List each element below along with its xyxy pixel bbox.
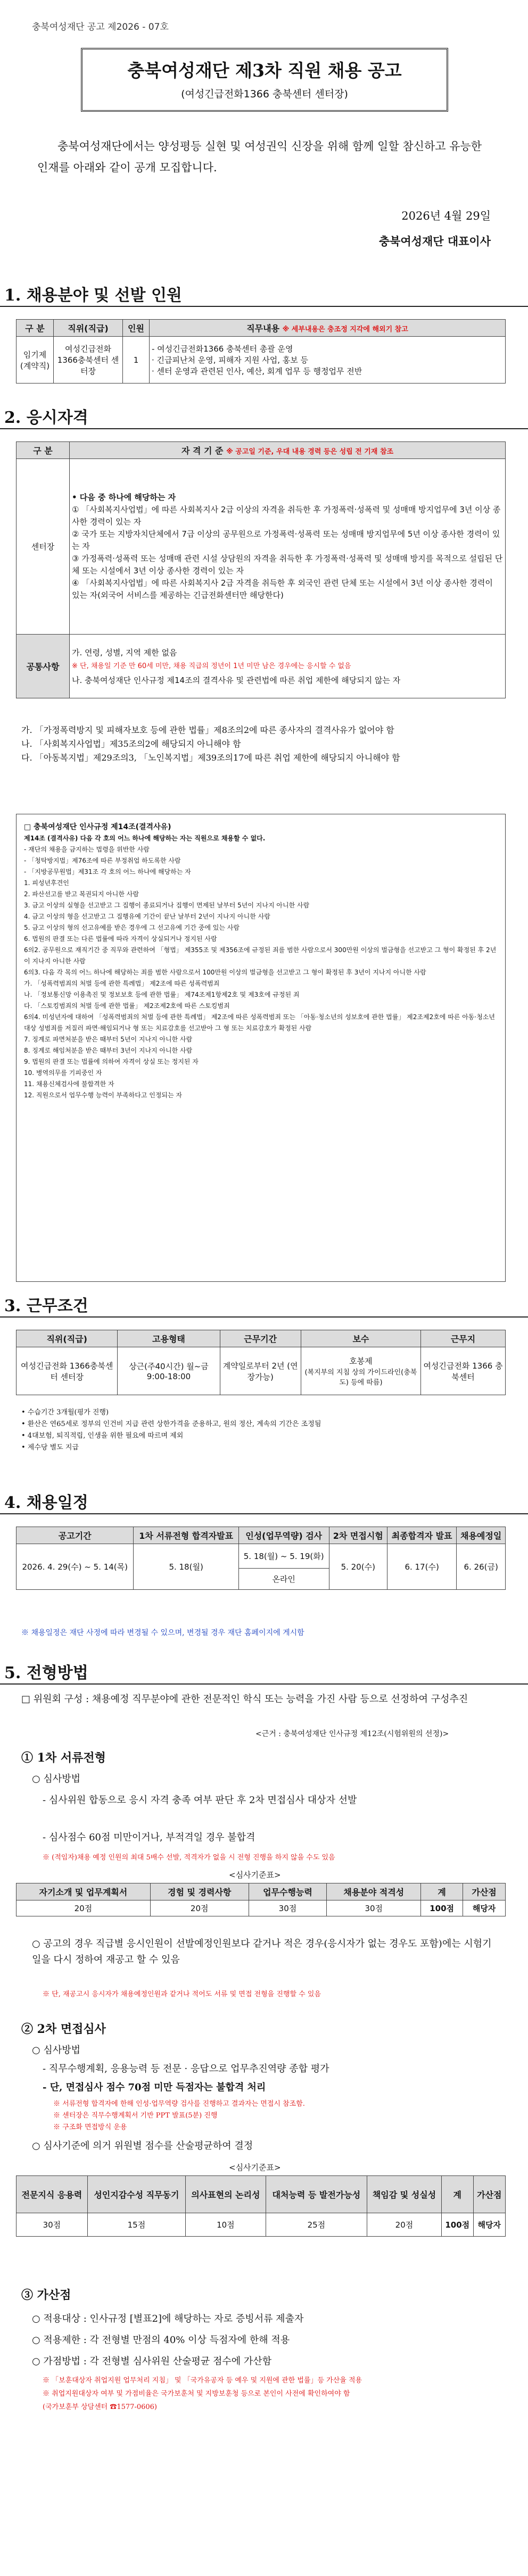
table-cell: 30점 — [249, 1900, 327, 1916]
criteria-table-1 — [16, 1883, 506, 1916]
note-item: • 수습기간 3개월(평가 진행) — [21, 1408, 109, 1416]
table-cell: 5. 18(월) — [134, 1544, 238, 1590]
method-note: ※ (적임자)채용 예정 인원의 최대 5배수 선발, 적격자가 없을 시 전형 진행을 하지 않을 수도 있음 — [43, 1854, 335, 1862]
divider — [0, 306, 528, 307]
table-cell: 100점 — [441, 2213, 473, 2237]
rule-title: □ 충북여성재단 인사규정 제14조(결격사유) — [24, 823, 171, 831]
table-caption: <심사기준표> — [229, 1870, 281, 1880]
col-header: 의사표현의 논리성 — [186, 2176, 266, 2213]
table-cell: 2026. 4. 29(수) ~ 5. 14(목) — [16, 1544, 134, 1590]
method-note: ※ 센터장은 직무수행계획서 기반 PPT 발표(5분) 진행 — [53, 2112, 218, 2120]
disqualification-notes — [21, 723, 500, 765]
positions-table — [16, 319, 506, 384]
col-header: 채용분야 적격성 — [327, 1883, 421, 1900]
col-header: 업무수행능력 — [249, 1883, 327, 1900]
col-header: 보수 — [301, 1330, 420, 1347]
col-header: 계 — [421, 1883, 463, 1900]
table-cell: 여성긴급전화 1366충북센터 센터장 — [54, 337, 123, 384]
method-note: ※ 서류전형 합격자에 한해 인성·업무역량 검사를 진행하고 결과자는 면접시 참조함. — [53, 2100, 305, 2108]
note-item: 가. 「가정폭력방지 및 피해자보호 등에 관한 법률」제8조의2에 따른 종사자의 결격사유가 없어야 함 — [21, 725, 394, 735]
eligibility-table — [16, 441, 506, 698]
method-line: - 심사위원 합동으로 응시 자격 충족 여부 판단 후 2차 면접심사 대상자 선발 — [43, 1795, 357, 1806]
criteria-item: ② 국가 또는 지방자치단체에서 7급 이상의 공무원으로 가정폭력·성폭력 또는 성매매 방지업무에 5년 이상 종사한 경력이 있는 자 — [72, 529, 500, 551]
rule-item: 가. 「성폭력범죄의 처벌 등에 관한 특례법」 제2조에 따른 성폭력범죄 — [24, 980, 220, 987]
note-item: • 4대보험, 퇴직적립, 인생을 위한 필요에 따르며 제외 — [21, 1432, 184, 1440]
method-line: - 단, 면접심사 점수 70점 미만 득점자는 불합격 처리 — [43, 2082, 266, 2093]
section-3-heading: 3. 근무조건 — [4, 1297, 88, 1315]
rule-item: 1. 피성년후견인 — [24, 879, 69, 887]
col-header: 책임감 및 성실성 — [367, 2176, 442, 2213]
col-header: 구 분 — [16, 320, 54, 337]
table-cell: 1 — [123, 337, 150, 384]
duty-line: · 긴급피난처 운영, 피해자 지원 사업, 홍보 등 — [152, 355, 309, 365]
col-header: 전문지식 응용력 — [16, 2176, 88, 2213]
rule-item: 7. 징계로 파면처분을 받은 때부터 5년이 지나지 아니한 사람 — [24, 1036, 193, 1043]
header-note: ※ 세부내용은 충조정 지각에 해외기 참고 — [282, 326, 408, 334]
table-cell: 30점 — [327, 1900, 421, 1916]
table-cell: 6. 26(금) — [457, 1544, 506, 1590]
col-header: 성인지감수성 직무동기 — [87, 2176, 185, 2213]
rule-list — [24, 844, 498, 1101]
rule-item: 2. 파산선고를 받고 복권되지 아니한 사람 — [24, 890, 139, 898]
method-line: - 심사점수 60점 미만이거나, 부적격일 경우 불합격 — [43, 1832, 255, 1843]
rule-item: 6의3. 다음 각 목의 어느 하나에 해당하는 죄를 범한 사람으로서 100만원 이상의 벌금형을 선고받고 그 형이 확정된 후 3년이 지나지 아니한 사람 — [24, 969, 426, 976]
table-cell: 6. 17(수) — [387, 1544, 456, 1590]
col-header: 대처능력 등 발전가능성 — [266, 2176, 367, 2213]
section-4-heading: 4. 채용일정 — [4, 1494, 88, 1512]
divider — [0, 1513, 528, 1514]
col-header: 인성(업무역량) 검사 — [238, 1527, 329, 1544]
table-cell: 임기제 (계약직) — [16, 337, 54, 384]
note-item: • 환산은 연65세로 정부의 인건비 지급 관련 상한가격을 준용하고, 원의 정산, 계속의 기간은 조정됨 — [21, 1420, 321, 1428]
rule-item: 3. 금고 이상의 실형을 선고받고 그 집행이 종료되거나 집행이 면제된 날부터 5년이 지나지 아니한 사람 — [24, 902, 310, 909]
pay-note: (복지부의 지침 상의 가이드라인(충북도) 등에 따름) — [304, 1369, 417, 1387]
duties-cell — [150, 337, 506, 384]
bonus-item: ○ 적용대상 : 인사규정 [별표2]에 해당하는 자로 증빙서류 제출자 — [32, 2313, 304, 2324]
bonus-item: ○ 적용제한 : 각 전형별 만점의 40% 이상 득점자에 한해 적용 — [32, 2335, 290, 2346]
notice-date: 2026년 4월 29일 — [401, 210, 491, 222]
notice-number: 충북여성재단 공고 제2026 - 07호 — [32, 22, 169, 32]
table-cell: 20점 — [16, 1900, 151, 1916]
table-cell: 여성긴급전화 1366충북센터 센터장 — [16, 1347, 118, 1395]
col-header: 계 — [441, 2176, 473, 2213]
criteria-item: ③ 가정폭력·성폭력 또는 성매매 관련 시설 상담원의 자격을 취득한 후 가정폭력·성폭력 및 성매매 방지를 목적으로 설립된 단체 또는 시설에서 3년 이상 종사한 경력이 있는 자 — [72, 554, 503, 576]
table-cell: 계약일로부터 2년 (연장가능) — [220, 1347, 301, 1395]
col-header: 공고기간 — [16, 1527, 134, 1544]
rule-item: 6의4. 미성년자에 대하여 「성폭력범죄의 처벌 등에 관한 특례법」 제2조에 따른 성폭력범죄 또는 「아동·청소년의 성보호에 관한 법률」 제2조제2호에 따른 아동·청소년대상 성범죄를 저질러 파면·해임되거나 형 또는 치료감호를 선고받아 그 형 또는 치료감호가 확정된 사람 — [24, 1013, 495, 1032]
table-cell: 25점 — [266, 2213, 367, 2237]
rule-lead: 제14조 (결격사유) 다음 각 호의 어느 하나에 해당하는 자는 직원으로 채용할 수 없다. — [24, 835, 266, 842]
divider — [0, 428, 528, 429]
reannounce-text: ○ 공고의 경우 직급별 응시인원이 선발예정인원보다 같거나 적은 경우(응시자가 없는 경우도 포함)에는 시험기일을 다시 정하여 재공고 할 수 있음 — [32, 1938, 492, 1965]
table-cell: 온라인 — [238, 1569, 329, 1590]
col-header: 근무기간 — [220, 1330, 301, 1347]
criteria-item: ① 「사회복지사업법」에 따른 사회복지사 2급 이상의 자격을 취득한 후 가정폭력·성폭력 및 성매매 방지업무에 3년 이상 종사한 경력이 있는 자 — [72, 505, 501, 527]
table-cell: 5. 20(수) — [329, 1544, 387, 1590]
common-item: 가. 연령, 성별, 지역 제한 없음 — [72, 647, 177, 657]
col-header: 고용형태 — [118, 1330, 220, 1347]
stage-1-title: ① 1차 서류전형 — [21, 1751, 106, 1765]
divider — [0, 1316, 528, 1318]
col-header: 1차 서류전형 합격자발표 — [134, 1527, 238, 1544]
table-cell: 5. 18(월) ~ 5. 19(화) — [238, 1544, 329, 1569]
common-item: 나. 충북여성재단 인사규정 제14조의 결격사유 및 관련법에 따른 취업 제한에 해당되지 않는 자 — [72, 675, 401, 685]
duty-line: · 센터 운영과 관련된 인사, 예산, 회계 업무 등 행정업무 전반 — [152, 366, 362, 376]
method-heading: ○ 심사방법 — [32, 1773, 80, 1785]
committee-text: □ 위원회 구성 : 채용예정 직무분야에 관한 전문적인 학식 또는 능력을 가진 사람 등으로 선정하여 구성추진 — [21, 1694, 468, 1705]
rule-item: - 「지방공무원법」제31조 각 호의 어느 하나에 해당하는 자 — [24, 868, 191, 876]
basis-text: <근거 : 충북여성재단 인사규정 제12조(시험위원의 선정)> — [255, 1730, 449, 1738]
rule-item: 8. 징계로 해임처분을 받은 때부터 3년이 지나지 아니한 사람 — [24, 1047, 193, 1054]
rule-item: 나. 「정보통신망 이용촉진 및 정보보호 등에 관한 법률」 제74조제1항제2호 및 제3호에 규정된 죄 — [24, 991, 300, 998]
table-cell: 30점 — [16, 2213, 88, 2237]
col-header: 구 분 — [16, 442, 70, 459]
rule-item: 다. 「스토킹범죄의 처벌 등에 관한 법률」 제2조제2호에 따른 스토킹범죄 — [24, 1002, 230, 1010]
rule-box — [16, 814, 506, 1282]
col-header: 2차 면접시험 — [329, 1527, 387, 1544]
note-item: 나. 「사회복지사업법」제35조의2에 해당되지 아니해야 함 — [21, 739, 241, 749]
table-cell: 여성긴급전화 1366 충북센터 — [421, 1347, 506, 1395]
title-box — [81, 48, 448, 112]
schedule-table — [16, 1527, 506, 1590]
table-cell: 100점 — [421, 1900, 463, 1916]
table-cell: 해당자 — [473, 2213, 505, 2237]
method-line: - 직무수행계획, 응용능력 등 전문 · 응답으로 업무추진역량 종합 평가 — [43, 2063, 329, 2074]
rule-item: - 재단의 채용을 금지하는 법령을 위반한 사람 — [24, 846, 150, 853]
col-header: 자 격 기 준 — [181, 446, 224, 456]
category-cell: 공통사항 — [16, 635, 70, 698]
divider — [0, 1683, 528, 1685]
criteria-cell — [70, 459, 506, 635]
col-header: 인원 — [123, 320, 150, 337]
col-header: 채용예정일 — [457, 1527, 506, 1544]
note-item: 다. 「아동복지법」제29조의3, 「노인복지법」제39조의17에 따른 취업 제한에 해당되지 아니해야 함 — [21, 753, 400, 763]
bonus-item: ○ 가점방법 : 각 전형별 심사위원 산술평균 점수에 가산함 — [32, 2356, 272, 2367]
pay-cell — [301, 1347, 420, 1395]
method-line: ○ 심사기준에 의거 위원별 점수를 산술평균하여 결정 — [32, 2140, 253, 2152]
section-1-heading: 1. 채용분야 및 선발 인원 — [4, 286, 182, 305]
category-cell: 센터장 — [16, 459, 70, 635]
bonus-note: ※ 취업지원대상자 여부 및 가점비율은 국가보훈처 및 지방보훈청 등으로 본인이 사전에 확인하여야 함 — [43, 2390, 350, 2398]
col-header: 직무내용 — [246, 323, 280, 334]
rule-item: 4. 금고 이상의 형을 선고받고 그 집행유예 기간이 끝난 날부터 2년이 지나지 아니한 사람 — [24, 913, 270, 920]
section-2-heading: 2. 응시자격 — [4, 409, 88, 427]
table-cell: 20점 — [367, 2213, 442, 2237]
rule-item: 9. 법원의 판결 또는 법률에 의하여 자격이 상실 또는 정지된 자 — [24, 1058, 199, 1065]
table-caption: <심사기준표> — [229, 2163, 281, 2172]
note-item: • 제수당 별도 지급 — [21, 1444, 79, 1452]
col-header: 가산점 — [473, 2176, 505, 2213]
table-cell: 20점 — [150, 1900, 249, 1916]
rule-item: 6의2. 공무원으로 재직기간 중 직무와 관련하여 「형법」 제355조 및 제356조에 규정된 죄를 범한 사람으로서 300만원 이상의 벌금형을 선고받고 그 형이 확정된 후 2년이 지나지 아니한 사람 — [24, 946, 497, 965]
criteria-item: ④ 「사회복지사업법」에 따른 사회복지사 2급 자격을 취득한 후 외국인 관련 단체 또는 시설에서 3년 이상 종사한 경력이 있는 자(외국어 서비스를 제공하는 긴급전화센터만 해당한다) — [72, 578, 493, 600]
page-title: 충북여성재단 제3차 직원 채용 공고 — [127, 60, 402, 81]
reannounce-note: ※ 단, 재공고시 응시자가 채용예정인원과 같거나 적어도 서류 및 면접 전형을 진행할 수 있음 — [43, 1990, 321, 1998]
rule-item: 12. 직원으로서 업무수행 능력이 부족하다고 인정되는 자 — [24, 1091, 182, 1099]
method-note: ※ 구조화 면접방식 운용 — [53, 2123, 127, 2131]
col-header: 자기소개 및 업무계획서 — [16, 1883, 151, 1900]
table-cell: 해당자 — [463, 1900, 506, 1916]
section-5-heading: 5. 전형방법 — [4, 1664, 88, 1682]
duty-line: - 여성긴급전화1366 충북센터 총괄 운영 — [152, 344, 293, 354]
page-subtitle: (여성긴급전화1366 충북센터 센터장) — [181, 88, 348, 100]
col-header: 경험 및 경력사항 — [150, 1883, 249, 1900]
col-header: 근무지 — [421, 1330, 506, 1347]
bonus-note: ※ 「보훈대상자 취업지원 업무처리 지침」 및 「국가유공자 등 예우 및 지원에 관한 법률」등 가산율 적용 — [43, 2377, 362, 2385]
table-cell: 10점 — [186, 2213, 266, 2237]
method-heading: ○ 심사방법 — [32, 2045, 80, 2056]
table-cell: 상근(주40시간) 월~금 9:00-18:00 — [118, 1347, 220, 1395]
rule-item: 5. 금고 이상의 형의 선고유예를 받은 경우에 그 선고유예 기간 중에 있는 사람 — [24, 924, 240, 931]
rule-item: 11. 채용신체검사에 불합격한 자 — [24, 1080, 114, 1088]
notice-org: 충북여성재단 대표이사 — [378, 235, 491, 248]
table-cell: 호봉제 — [349, 1356, 373, 1366]
col-header: 최종합격자 발표 — [387, 1527, 456, 1544]
criteria-item: • 다음 중 하나에 해당하는 자 — [72, 493, 176, 502]
table-cell: 15점 — [87, 2213, 185, 2237]
common-item: ※ 단, 채용일 기준 만 60세 미만, 채용 직급의 정년이 1년 미만 남은 경우에는 응시할 수 없음 — [72, 662, 351, 670]
conditions-table — [16, 1330, 506, 1395]
intro-text: 충북여성재단에서는 양성평등 실현 및 여성권익 신장을 위해 함께 일할 참신하고 유능한 인재를 아래와 같이 공개 모집합니다. — [37, 140, 482, 174]
criteria-table-2 — [16, 2175, 506, 2237]
col-header: 가산점 — [463, 1883, 506, 1900]
rule-item: 10. 병역의무를 기피중인 자 — [24, 1069, 102, 1077]
rule-item: - 「청탁방지법」제76조에 따른 부정취업 하도록한 사람 — [24, 857, 181, 864]
bonus-title: ③ 가산점 — [21, 2288, 71, 2302]
schedule-note: ※ 채용일정은 재단 사정에 따라 변경될 수 있으며, 변경될 경우 재단 홈페이지에 게시함 — [21, 1629, 304, 1637]
stage-2-title: ② 2차 면접심사 — [21, 2022, 106, 2036]
conditions-notes — [21, 1407, 500, 1454]
common-cell — [70, 635, 506, 698]
col-header: 직위(직급) — [54, 320, 123, 337]
col-header: 직위(직급) — [16, 1330, 118, 1347]
bonus-note: (국가보훈부 상담센터 ☎1577-0606) — [43, 2403, 157, 2411]
header-note: ※ 공고일 기준, 우대 내용 경력 등은 성립 전 기재 참조 — [226, 448, 394, 456]
rule-item: 6. 법원의 판결 또는 다른 법률에 따라 자격이 상실되거나 정지된 사람 — [24, 935, 217, 943]
